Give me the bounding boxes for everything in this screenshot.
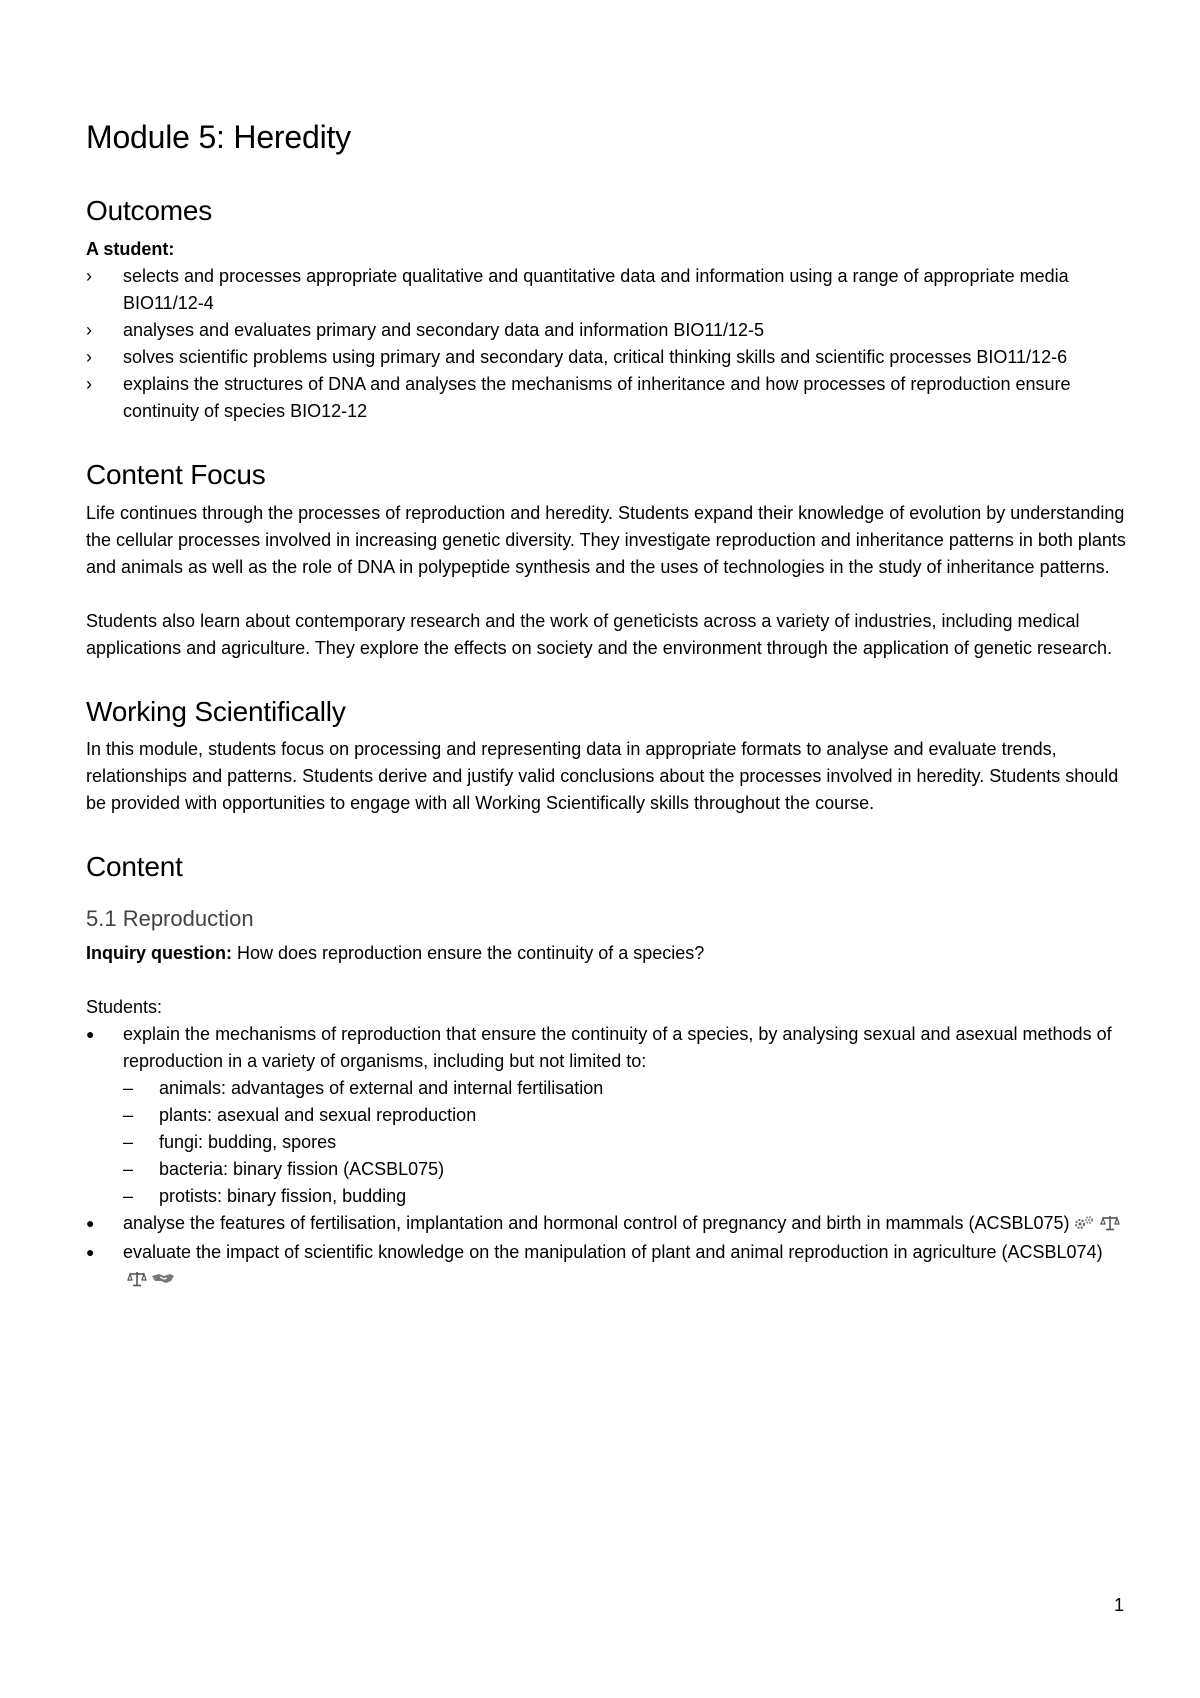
outcome-text: selects and processes appropriate qualitative and quantitative data and information using a range of appropriate media BIO11/12-4 bbox=[123, 265, 1069, 313]
chevron-right-icon: › bbox=[86, 373, 92, 394]
content-item-text: analyse the features of fertilisation, implantation and hormonal control of pregnancy and birth in mammals (ACSBL075) bbox=[123, 1213, 1070, 1234]
scales-icon bbox=[1100, 1212, 1120, 1239]
list-item bbox=[123, 1183, 1126, 1210]
content-focus-paragraph: Students also learn about contemporary research and the work of geneticists across a variety of industries, including medical applications and agriculture. They explore the effects on society and the environment through the application of genetic research. bbox=[86, 610, 1112, 658]
scales-icon bbox=[127, 1268, 147, 1295]
content-focus-paragraph: Life continues through the processes of reproduction and heredity. Students expand their knowledge of evolution by understanding the cellular processes involved in increasing genetic diversity. They investigate reproduction and inheritance patterns in both plants and animals as well as the role of DNA in polypeptide synthesis and the uses of technologies in the study of inheritance patterns. bbox=[86, 502, 1126, 577]
chevron-right-icon: › bbox=[86, 319, 92, 340]
list-item bbox=[86, 1210, 1126, 1239]
page-title: Module 5: Heredity bbox=[86, 119, 351, 155]
gears-icon bbox=[1074, 1212, 1096, 1239]
content-list bbox=[86, 1021, 1126, 1295]
list-item bbox=[123, 1075, 1126, 1102]
subitem-text: fungi: budding, spores bbox=[159, 1132, 337, 1153]
list-item bbox=[86, 344, 1126, 371]
content-item-text: evaluate the impact of scientific knowledge on the manipulation of plant and animal reproduction in agriculture (ACSBL074) bbox=[123, 1242, 1103, 1263]
subitem-text: plants: asexual and sexual reproduction bbox=[159, 1105, 477, 1126]
outcomes-intro: A student: bbox=[86, 238, 175, 259]
subitem-text: bacteria: binary fission (ACSBL075) bbox=[159, 1159, 445, 1180]
dash-icon: – bbox=[123, 1078, 134, 1099]
list-item bbox=[86, 1021, 1126, 1210]
working-scientifically-paragraph: In this module, students focus on processing and representing data in appropriate formats to analyse and evaluate trends, relationships and patterns. Students derive and justify valid conclusions about the processes involved in heredity. Students should be provided with opportunities to engage with all Working Scientifically skills throughout the course. bbox=[86, 739, 1119, 814]
content-item-text: explain the mechanisms of reproduction that ensure the continuity of a species, by analysing sexual and asexual methods of reproduction in a variety of organisms, including but not limited to: bbox=[123, 1024, 1112, 1072]
dash-icon: – bbox=[123, 1186, 134, 1207]
page-number: 1 bbox=[1114, 1595, 1125, 1615]
bullet-icon: ● bbox=[86, 1244, 95, 1261]
outcome-text: analyses and evaluates primary and secondary data and information BIO11/12-5 bbox=[123, 319, 765, 340]
inquiry-label: Inquiry question: bbox=[86, 943, 232, 964]
outcome-text: solves scientific problems using primary and secondary data, critical thinking skills and scientific processes BIO11/12-6 bbox=[123, 346, 1068, 367]
content-heading: Content bbox=[86, 851, 183, 883]
working-scientifically-heading: Working Scientifically bbox=[86, 695, 346, 727]
outcome-text: explains the structures of DNA and analyses the mechanisms of inheritance and how processes of reproduction ensure continuity of species BIO12-12 bbox=[123, 373, 1071, 421]
outcomes-heading: Outcomes bbox=[86, 195, 212, 227]
outcomes-list bbox=[86, 263, 1126, 425]
inquiry-question bbox=[86, 940, 1126, 967]
list-item bbox=[86, 1239, 1126, 1295]
subitem-text: protists: binary fission, budding bbox=[159, 1186, 407, 1207]
bullet-icon: ● bbox=[86, 1026, 95, 1043]
chevron-right-icon: › bbox=[86, 265, 92, 286]
dash-icon: – bbox=[123, 1132, 134, 1153]
section-subheading: 5.1 Reproduction bbox=[86, 905, 254, 931]
subitem-text: animals: advantages of external and internal fertilisation bbox=[159, 1078, 604, 1099]
content-focus-heading: Content Focus bbox=[86, 458, 266, 490]
list-item bbox=[123, 1156, 1126, 1183]
list-item bbox=[86, 317, 1126, 344]
list-item bbox=[123, 1102, 1126, 1129]
chevron-right-icon: › bbox=[86, 346, 92, 367]
students-label: Students: bbox=[86, 997, 163, 1018]
list-item bbox=[86, 371, 1126, 425]
list-item bbox=[86, 263, 1126, 317]
content-sublist bbox=[123, 1075, 1126, 1210]
handshake-icon bbox=[151, 1268, 175, 1295]
dash-icon: – bbox=[123, 1159, 134, 1180]
page-content bbox=[86, 118, 1126, 1295]
dash-icon: – bbox=[123, 1105, 134, 1126]
inquiry-text: How does reproduction ensure the continuity of a species? bbox=[232, 943, 705, 964]
bullet-icon: ● bbox=[86, 1215, 95, 1232]
list-item bbox=[123, 1129, 1126, 1156]
